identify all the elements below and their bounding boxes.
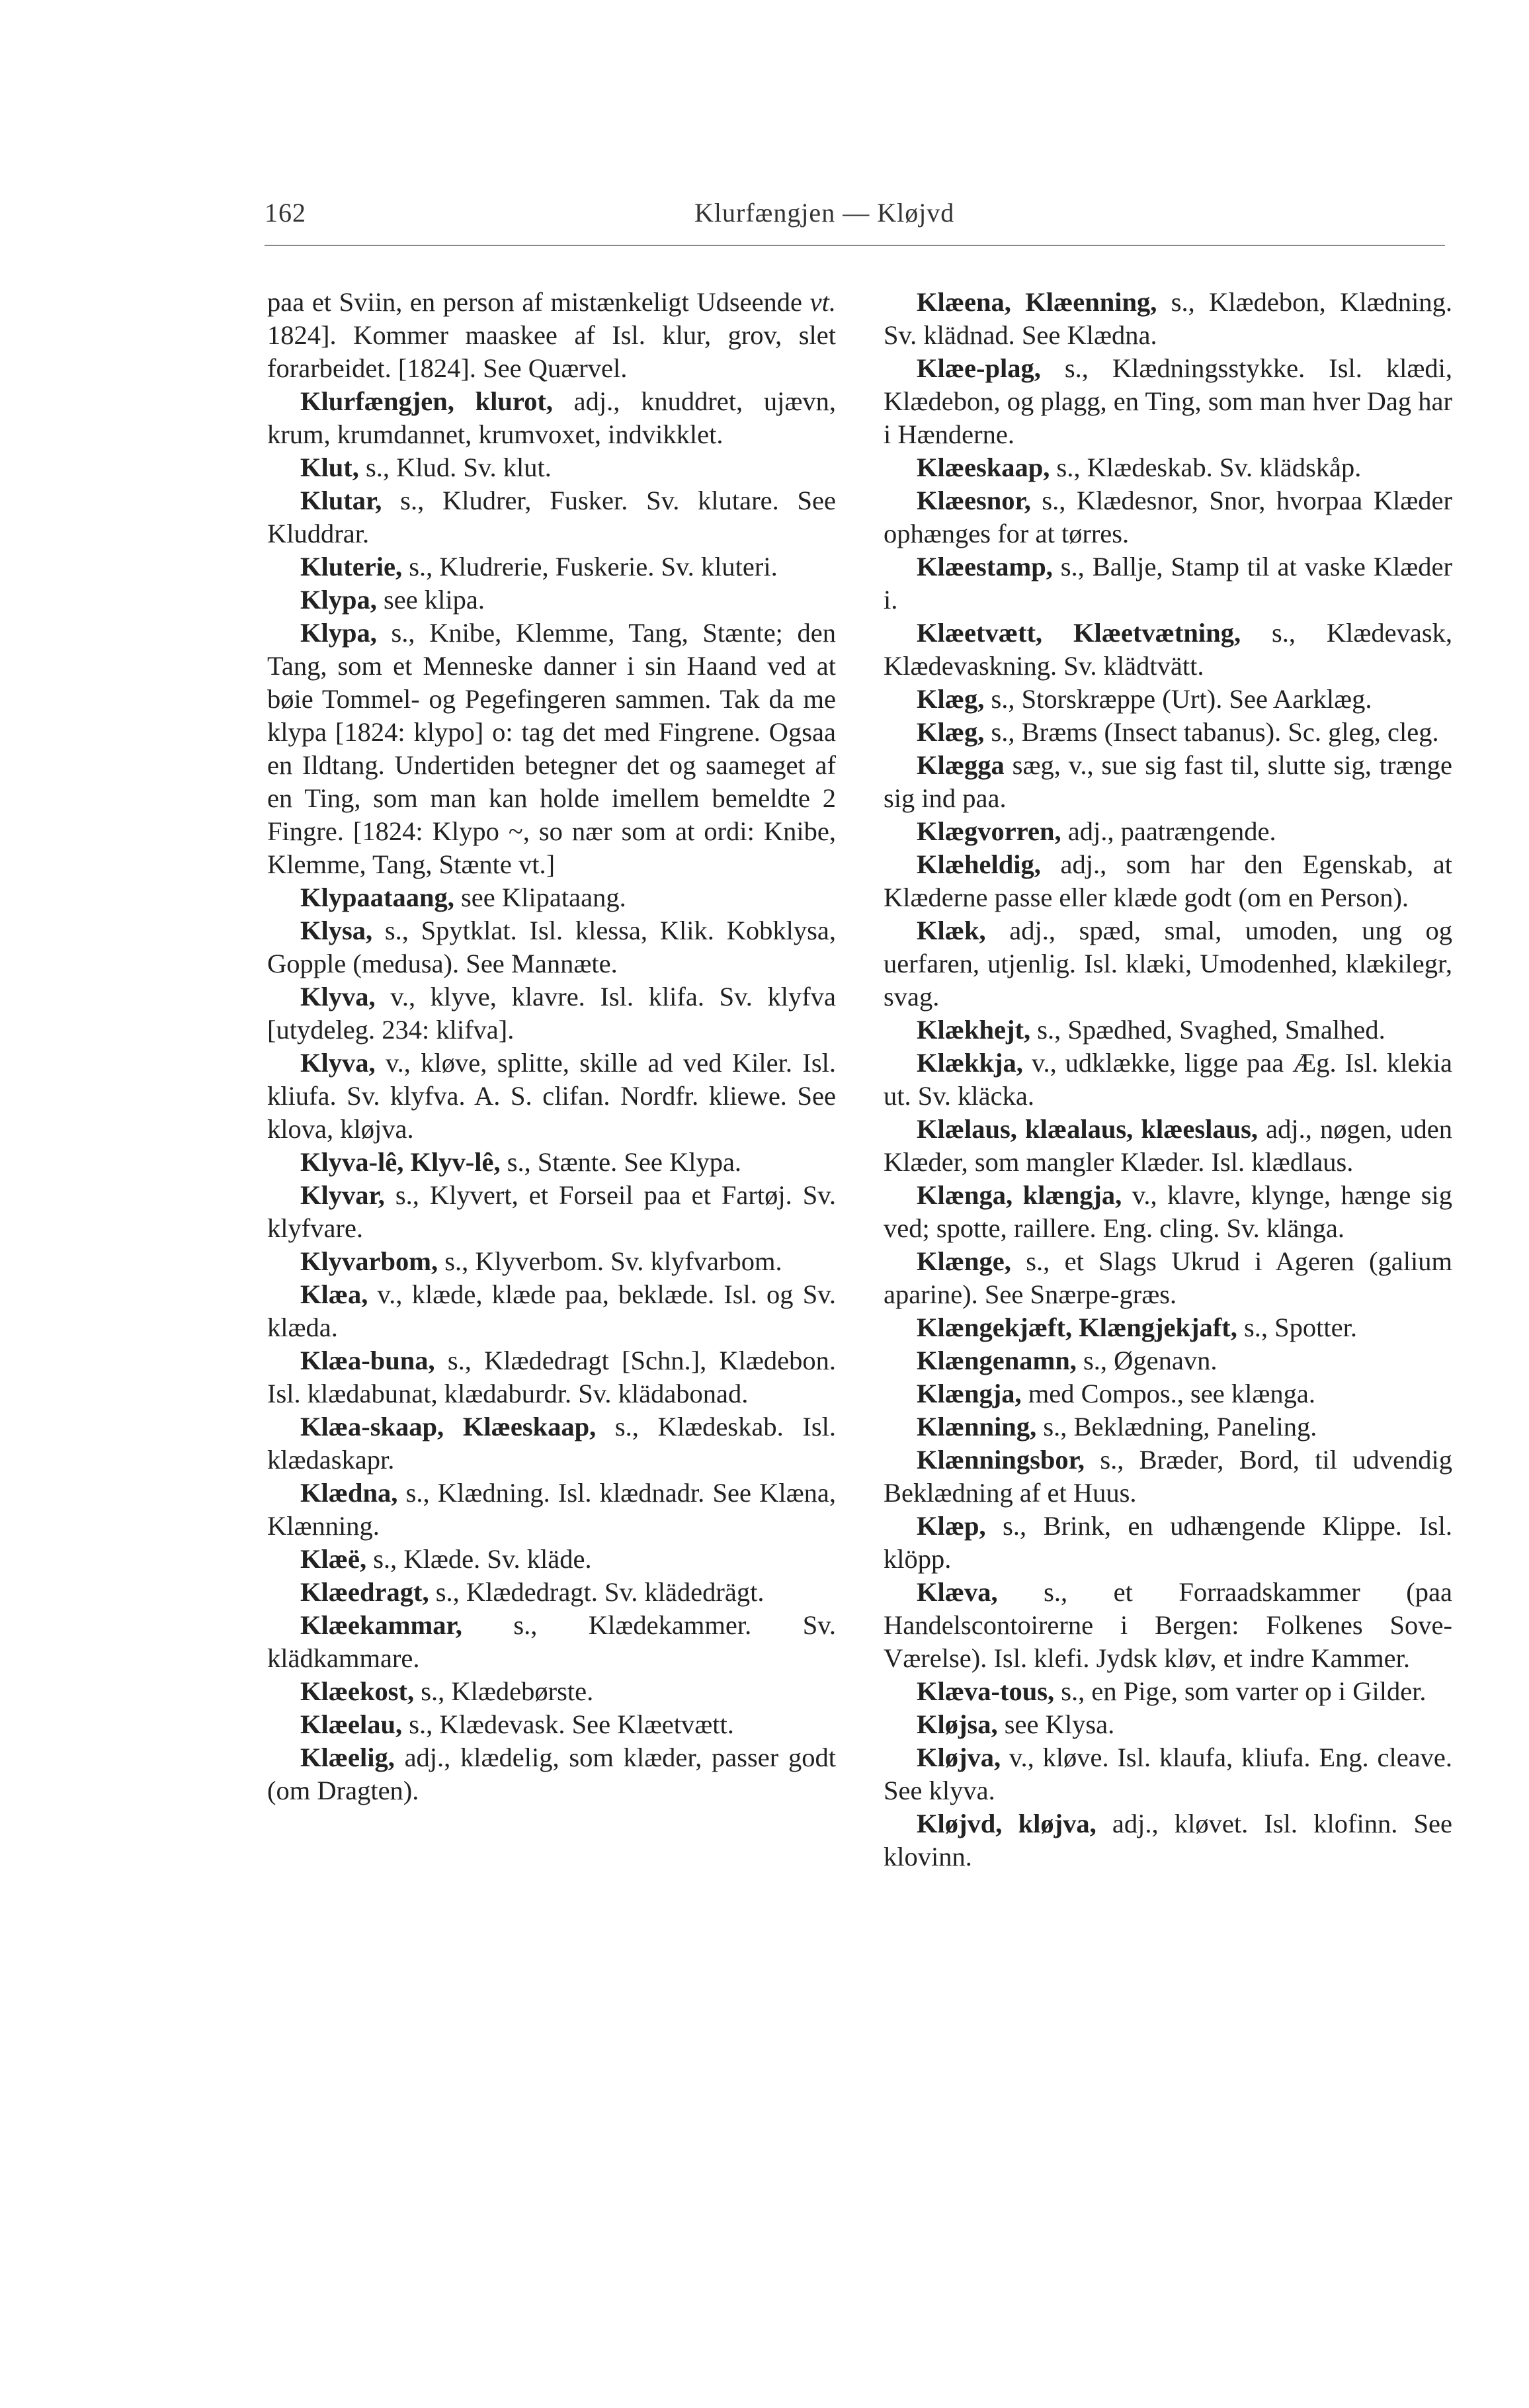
dictionary-entry — [884, 749, 1452, 815]
entry-text: s., Bræms (Insect tabanus). Sc. gleg, cleg. — [984, 717, 1439, 747]
dictionary-entry — [884, 1311, 1452, 1344]
headword: Klægga — [917, 750, 1005, 780]
dictionary-entry — [884, 1013, 1452, 1047]
entry-text: adj., spæd, smal, umoden, ung og uerfaren, utjenlig. Isl. klæki, Umodenhed, klækilegr, svag. — [884, 916, 1452, 1011]
entry-text: s., Storskræppe (Urt). See Aarklæg. — [984, 684, 1372, 714]
entry-text: s., Beklædning, Paneling. — [1036, 1412, 1317, 1441]
headword: Klænningsbor, — [917, 1445, 1085, 1475]
entry-text: s., Spædhed, Svaghed, Smalhed. — [1030, 1015, 1385, 1045]
headword: Klyvarbom, — [300, 1246, 438, 1276]
dictionary-entry — [884, 1741, 1452, 1807]
entry-text: v., klyve, klavre. Isl. klifa. Sv. klyfva [utydeleg. 234: klifva]. — [267, 982, 836, 1045]
dictionary-entry — [267, 1543, 836, 1576]
entry-text: s., Kludrer, Fusker. Sv. klutare. See Kluddrar. — [267, 486, 836, 548]
entry-text: s., Stænte. See Klypa. — [500, 1147, 742, 1177]
entry-text: s., Klyvert, et Forseil paa et Fartøj. Sv. klyfvare. — [267, 1180, 836, 1243]
headword: Kløjvd, kløjva, — [917, 1809, 1096, 1838]
page-number: 162 — [265, 198, 306, 228]
entry-text: v., udklække, ligge paa Æg. Isl. klekia ut. Sv. kläcka. — [884, 1048, 1452, 1111]
entry-text: s., Spytklat. Isl. klessa, Klik. Kobklysa, Gopple (medusa). See Mannæte. — [267, 916, 836, 978]
dictionary-entry — [267, 881, 836, 914]
right-column — [884, 286, 1452, 1873]
entry-text: med Compos., see klænga. — [1021, 1379, 1315, 1408]
dictionary-entry — [267, 451, 836, 484]
entry-text: adj., klædelig, som klæder, passer godt (om Dragten). — [267, 1742, 836, 1805]
dictionary-entry — [267, 1245, 836, 1278]
entry-text: s., en Pige, som varter op i Gilder. — [1054, 1676, 1426, 1706]
headword: Klæva, — [917, 1577, 998, 1607]
headword: Klængekjæft, Klængjekjaft, — [917, 1312, 1237, 1342]
headword: Klæena, Klæenning, — [917, 287, 1157, 317]
entry-text: s., Brink, en udhængende Klippe. Isl. klöpp. — [884, 1511, 1452, 1574]
headword: Klyva, — [300, 1048, 376, 1078]
entry-text: s., et Slags Ukrud i Ageren (galium aparine). See Snærpe-græs. — [884, 1246, 1452, 1309]
dictionary-entry — [884, 286, 1452, 352]
entry-text: adj., paatrængende. — [1061, 816, 1276, 846]
headword: Klælaus, klæalaus, klæeslaus, — [917, 1114, 1259, 1144]
entry-text: v., kløve, splitte, skille ad ved Kiler. Isl. kliufa. Sv. klyfva. A. S. clifan. Nordfr. kliewe. See klova, kløjva. — [267, 1048, 836, 1144]
dictionary-entry — [884, 1377, 1452, 1410]
entry-text: s., Bræder, Bord, til udvendig Beklædning af et Huus. — [884, 1445, 1452, 1508]
dictionary-entry — [884, 815, 1452, 848]
dictionary-entry — [267, 1708, 836, 1741]
entry-text: s., Ballje, Stamp til at vaske Klæder i. — [884, 552, 1452, 615]
headword: Klæa, — [300, 1279, 368, 1309]
dictionary-entry — [884, 451, 1452, 484]
dictionary-entry — [884, 617, 1452, 683]
dictionary-entry — [267, 550, 836, 583]
headword: Klæekost, — [300, 1676, 415, 1706]
entry-text: s., Klædesnor, Snor, hvorpaa Klæder ophænges for at tørres. — [884, 486, 1452, 548]
dictionary-entry — [267, 1179, 836, 1245]
dictionary-entry — [267, 914, 836, 980]
dictionary-entry — [884, 716, 1452, 749]
entry-text: s., Øgenavn. — [1076, 1346, 1218, 1375]
dictionary-entry — [267, 980, 836, 1047]
headword: Klæeskaap, — [917, 452, 1050, 482]
headword: Klæelau, — [300, 1709, 403, 1739]
entry-text: s., Klædningsstykke. Isl. klædi, Klædebon, og plagg, en Ting, som man hver Dag har i Hænderne. — [884, 353, 1452, 449]
left-column — [267, 286, 836, 1807]
dictionary-entry — [267, 1146, 836, 1179]
entry-text: s., Klædebon, Klædning. Sv. klädnad. See Klædna. — [884, 287, 1453, 350]
headword: Klæheldig, — [917, 849, 1041, 879]
headword: Klækkja, — [917, 1048, 1023, 1078]
headword: Klænning, — [917, 1412, 1037, 1441]
dictionary-entry — [884, 848, 1452, 914]
dictionary-entry — [267, 1344, 836, 1410]
dictionary-entry — [267, 1609, 836, 1675]
entry-text: see Klysa. — [997, 1709, 1115, 1739]
dictionary-entry — [884, 1410, 1452, 1443]
entry-text: v., klæde, klæde paa, beklæde. Isl. og Sv. klæda. — [267, 1279, 836, 1342]
headword: Klæk, — [917, 916, 986, 945]
dictionary-entry — [884, 1708, 1452, 1741]
headword: Klægvorren, — [917, 816, 1061, 846]
entry-text: s., Klædekammer. Sv. klädkammare. — [267, 1610, 836, 1673]
dictionary-entry — [267, 1741, 836, 1807]
headword: Klæe-plag, — [917, 353, 1041, 383]
entry-text: v., kløve. Isl. klaufa, kliufa. Eng. cleave. See klyva. — [884, 1742, 1452, 1805]
entry-text: paa et Sviin, en person af mistænkeligt Udseende — [267, 287, 810, 317]
dictionary-entry — [267, 1047, 836, 1146]
dictionary-entry — [267, 1477, 836, 1543]
headword: Klypa, — [300, 585, 377, 615]
dictionary-entry — [884, 1510, 1452, 1576]
headword: Klængenamn, — [917, 1346, 1077, 1375]
dictionary-entry — [267, 1410, 836, 1477]
dictionary-entry — [267, 1675, 836, 1708]
entry-text: s., Klædedragt. Sv. klädedrägt. — [429, 1577, 764, 1607]
headword: Kløjva, — [917, 1742, 1001, 1772]
headword: Klænga, klængja, — [917, 1180, 1122, 1210]
headword: Klængja, — [917, 1379, 1022, 1408]
headword: Klypaataang, — [300, 882, 454, 912]
dictionary-entry — [884, 683, 1452, 716]
headword: Klædna, — [300, 1478, 398, 1508]
dictionary-entry — [884, 484, 1452, 550]
headword: Klæelig, — [300, 1742, 395, 1772]
headword: Klurfængjen, klurot, — [300, 386, 553, 416]
entry-text-tail: 1824]. Kommer maaskee af Isl. klur, grov, slet forarbeidet. [1824]. See Quærvel. — [267, 320, 836, 383]
dictionary-entry — [884, 550, 1452, 617]
entry-text: s., Spotter. — [1237, 1312, 1357, 1342]
entry-text: s., Klædeskab. Isl. klædaskapr. — [267, 1412, 836, 1475]
entry-text: sæg, v., sue sig fast til, slutte sig, trænge sig ind paa. — [884, 750, 1452, 813]
entry-text: s., Klyverbom. Sv. klyfvarbom. — [438, 1246, 782, 1276]
entry-text: s., Klædedragt [Schn.], Klædebon. Isl. klædabunat, klædaburdr. Sv. klädabonad. — [267, 1346, 836, 1408]
entry-text: s., Klud. Sv. klut. — [358, 452, 552, 482]
headword: Klyvar, — [300, 1180, 385, 1210]
entry-text: s., Klædevask, Klædevaskning. Sv. klädtvätt. — [884, 618, 1452, 681]
entry-text: s., Klæde. Sv. kläde. — [366, 1544, 592, 1574]
dictionary-entry — [884, 1675, 1452, 1708]
dictionary-entry — [884, 1807, 1452, 1873]
headword: Klæesnor, — [917, 486, 1031, 515]
page-header — [265, 192, 1445, 246]
headword: Klypa, — [300, 618, 377, 648]
headword: Klæva-tous, — [917, 1676, 1055, 1706]
headword: Kluterie, — [300, 552, 403, 581]
headword: Klyva-lê, Klyv-lê, — [300, 1147, 501, 1177]
headword: Klænge, — [917, 1246, 1011, 1276]
dictionary-entry — [884, 1576, 1452, 1675]
dictionary-entry — [884, 1443, 1452, 1510]
dictionary-entry — [884, 1179, 1452, 1245]
dictionary-entry — [267, 286, 836, 385]
headword: Klutar, — [300, 486, 382, 515]
dictionary-entry — [884, 1113, 1452, 1179]
headword: Klyva, — [300, 982, 376, 1011]
entry-text: s., Klædning. Isl. klædnadr. See Klæna, Klænning. — [267, 1478, 836, 1541]
entry-text: s., et Forraadskammer (paa Handelscontoirerne i Bergen: Folkenes Sove-Værelse). Isl. klefi. Jydsk kløv, et indre Kammer. — [884, 1577, 1452, 1673]
dictionary-entry — [267, 1278, 836, 1344]
headword: Klæestamp, — [917, 552, 1053, 581]
headword: Klut, — [300, 452, 359, 482]
headword: Kløjsa, — [917, 1709, 998, 1739]
entry-text: adj., som har den Egenskab, at Klæderne passe eller klæde godt (om en Person). — [884, 849, 1452, 912]
entry-text: adj., kløvet. Isl. klofinn. See klovinn. — [884, 1809, 1452, 1871]
entry-text: adj., knuddret, ujævn, krum, krumdannet, krumvoxet, indvikklet. — [267, 386, 836, 449]
headword: Klæekammar, — [300, 1610, 462, 1640]
entry-text: s., Klædebørste. — [414, 1676, 594, 1706]
entry-text: s., Kludrerie, Fuskerie. Sv. kluteri. — [402, 552, 778, 581]
dictionary-entry — [267, 1576, 836, 1609]
dictionary-entry — [884, 352, 1452, 451]
headword: Klæg, — [917, 684, 985, 714]
entry-text: s., Klædeskab. Sv. klädskåp. — [1050, 452, 1362, 482]
entry-text: v., klavre, klynge, hænge sig ved; spotte, raillere. Eng. cling. Sv. klänga. — [884, 1180, 1453, 1243]
dictionary-entry — [267, 385, 836, 451]
entry-italic: vt. — [809, 287, 836, 317]
headword: Klysa, — [300, 916, 373, 945]
dictionary-entry — [267, 484, 836, 550]
headword: Klæa-skaap, Klæeskaap, — [300, 1412, 597, 1441]
entry-text: see klipa. — [376, 585, 485, 615]
dictionary-entry — [884, 1245, 1452, 1311]
entry-text: s., Klædevask. See Klæetvætt. — [402, 1709, 734, 1739]
dictionary-entry — [884, 1047, 1452, 1113]
dictionary-entry — [267, 617, 836, 881]
headword: Klæetvætt, Klæetvætning, — [917, 618, 1241, 648]
dictionary-entry — [884, 1344, 1452, 1377]
entry-text: see Klipataang. — [454, 882, 626, 912]
headword: Klækhejt, — [917, 1015, 1031, 1045]
headword: Klæa-buna, — [300, 1346, 435, 1375]
entry-text: s., Knibe, Klemme, Tang, Stænte; den Tang, som et Menneske danner i sin Haand ved at bøie Tommel- og Pegefingeren sammen. Tak da me klypa [1824: klypo] o: tag det med Fingrene. Ogsaa en Ildtang. Undertiden betegner det og saameget af en Ting, som man kan holde imellem bemeldte 2 Fingre. [1824: Klypo ~, so nær som at ordi: Knibe, Klemme, Tang, Stænte vt.] — [267, 618, 836, 879]
headword: Klæë, — [300, 1544, 367, 1574]
entry-text: adj., nøgen, uden Klæder, som mangler Klæder. Isl. klædlaus. — [884, 1114, 1452, 1177]
dictionary-entry — [884, 914, 1452, 1013]
dictionary-entry — [267, 583, 836, 617]
headword: Klæg, — [917, 717, 985, 747]
headword: Klæedragt, — [300, 1577, 429, 1607]
running-title: Klurfængjen — Kløjvd — [694, 198, 955, 228]
headword: Klæp, — [917, 1511, 986, 1541]
